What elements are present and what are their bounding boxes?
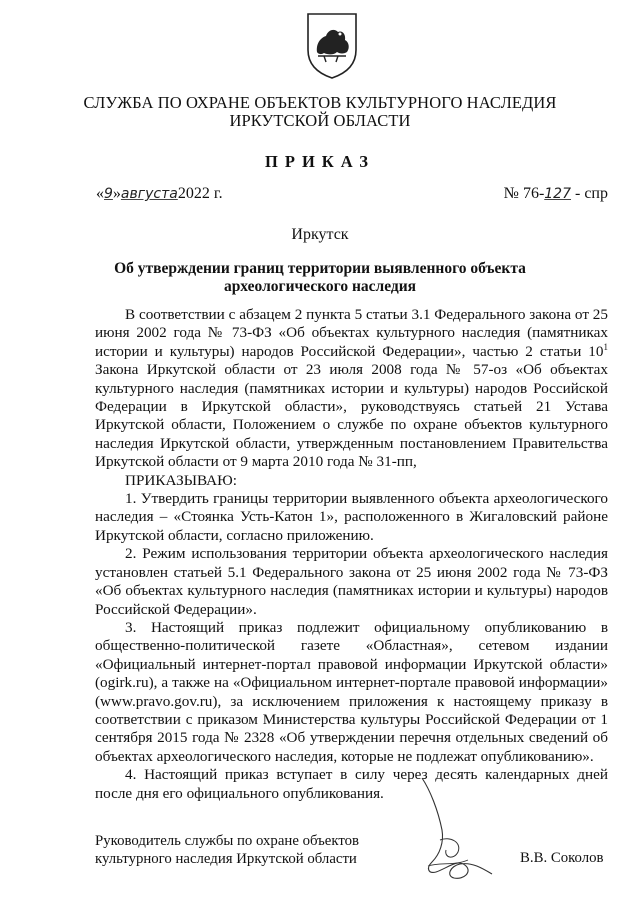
organization-name-line2: ИРКУТСКОЙ ОБЛАСТИ — [229, 111, 411, 130]
document-title-line2: археологического наследия — [223, 278, 417, 295]
organization-name-line1: СЛУЖБА ПО ОХРАНЕ ОБЪЕКТОВ КУЛЬТУРНОГО НАСЛЕДИЯ — [83, 93, 557, 112]
document-type: ПРИКАЗ — [265, 152, 375, 171]
document-title-line1: Об утверждении границ территории выявленного объекта — [114, 260, 526, 277]
order-item-1: 1. Утвердить границы территории выявленного объекта археологического наследия – «Стоянка Усть-Катон 1», расположенного в Жигаловский районе Иркутской области, согласно приложению. — [95, 490, 608, 544]
date-year: 2022 г. — [177, 185, 223, 202]
order-word: ПРИКАЗЫВАЮ: — [125, 471, 237, 489]
coat-of-arms-emblem — [304, 10, 360, 80]
signatory-position — [95, 832, 359, 868]
document-date: «9»августа2022 г. — [96, 185, 223, 202]
signatory-position-line2: культурного наследия Иркутской области — [95, 851, 357, 867]
document-number: № 76-127 - спр — [503, 185, 608, 202]
city: Иркутск — [291, 226, 349, 243]
order-item-4: 4. Настоящий приказ вступает в силу через десять календарных дней после дня его официального опубликования. — [95, 766, 608, 802]
number-handwritten: 127 — [544, 186, 571, 202]
date-number-row — [96, 185, 608, 207]
document-body — [95, 306, 608, 803]
date-month-handwritten: августа — [120, 186, 178, 202]
signatory-position-line1: Руководитель службы по охране объектов — [95, 833, 360, 849]
order-item-3: 3. Настоящий приказ подлежит официальному опубликованию в общественно-политической газете «Областная», сетевом издании «Официальный интернет-портал правовой информации Иркутской области» (ogirk.ru), а также на «Официальном интернет-портале правовой информации» (www.pravo.gov.ru), за исключением приложения к настоящему приказу в соответствии с приказом Министерства культуры Российской Федерации от 1 сентября 2015 года № 2328 «Об утверждении перечня отдельных сведений об объектах археологического наследия, которые не подлежат опубликованию». — [95, 618, 608, 765]
intro-paragraph: В соответствии с абзацем 2 пункта 5 статьи 3.1 Федерального закона от 25 июня 2002 года № 73-ФЗ «Об объектах культурного наследия (памятниках истории и культуры) народов Российской Федерации», частью 2 статьи $10^1$ Закона Иркутской области от 23 июля 2008 года № 57-оз «Об объектах культурного наследия (памятниках истории и культуры) народов Российской Федерации в Иркутской области», руководствуясь статьей 21 Устава Иркутской области, Положением о службе по охране объектов культурного наследия Иркутской области, утвержденным постановлением Правительства Иркутской области от 9 марта 2010 года № 31-пп, — [95, 306, 608, 471]
order-item-2: 2. Режим использования территории объекта археологического наследия установлен статьей 5.1 Федерального закона от 25 июня 2002 года № 73-ФЗ «Об объектах культурного наследия (памятниках истории и культуры) народов Российской Федерации». — [95, 545, 608, 618]
handwritten-signature — [410, 770, 505, 890]
date-day-handwritten: 9 — [104, 186, 113, 202]
signatory-name: В.В. Соколов — [520, 850, 604, 866]
